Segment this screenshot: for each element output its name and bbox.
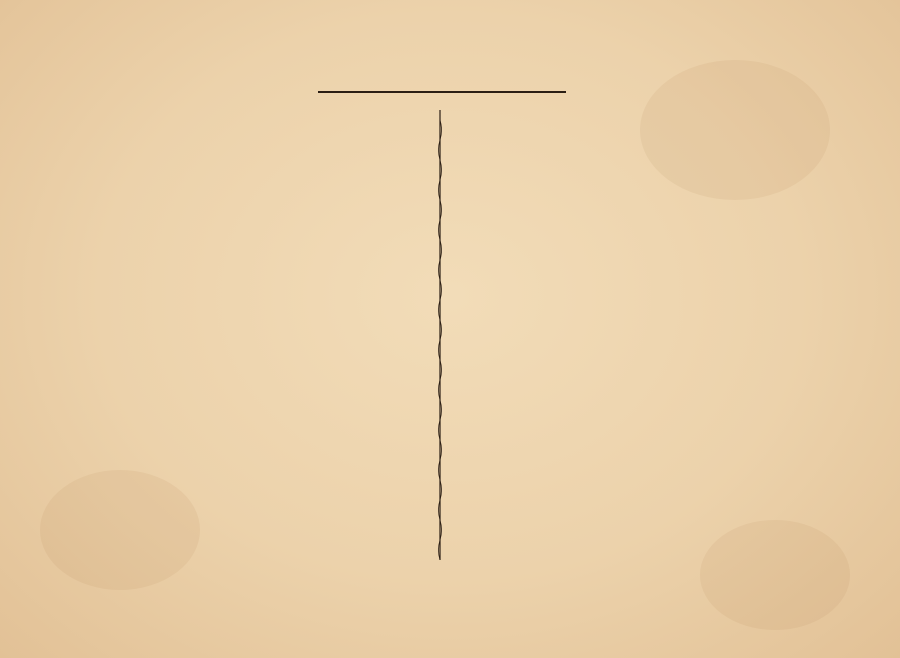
paper-stain xyxy=(700,520,850,630)
contents-entry xyxy=(76,275,98,289)
ornamental-divider xyxy=(437,110,443,560)
contents-entry xyxy=(76,177,98,191)
contents-entry xyxy=(76,494,98,508)
contents-entry xyxy=(76,299,98,313)
contents-entry xyxy=(76,446,98,460)
paper-stain xyxy=(40,470,200,590)
contents-entry xyxy=(106,153,128,167)
title-rule xyxy=(318,91,566,93)
contents-entry xyxy=(76,518,98,532)
contents-entry xyxy=(76,250,98,264)
contents-entry xyxy=(76,542,98,556)
contents-entry xyxy=(76,202,98,216)
contents-entry xyxy=(76,347,98,361)
contents-entry xyxy=(76,372,98,386)
contents-entry xyxy=(76,226,98,240)
paper-stain xyxy=(640,60,830,200)
contents-entry xyxy=(116,470,138,484)
contents-entry xyxy=(76,323,98,337)
